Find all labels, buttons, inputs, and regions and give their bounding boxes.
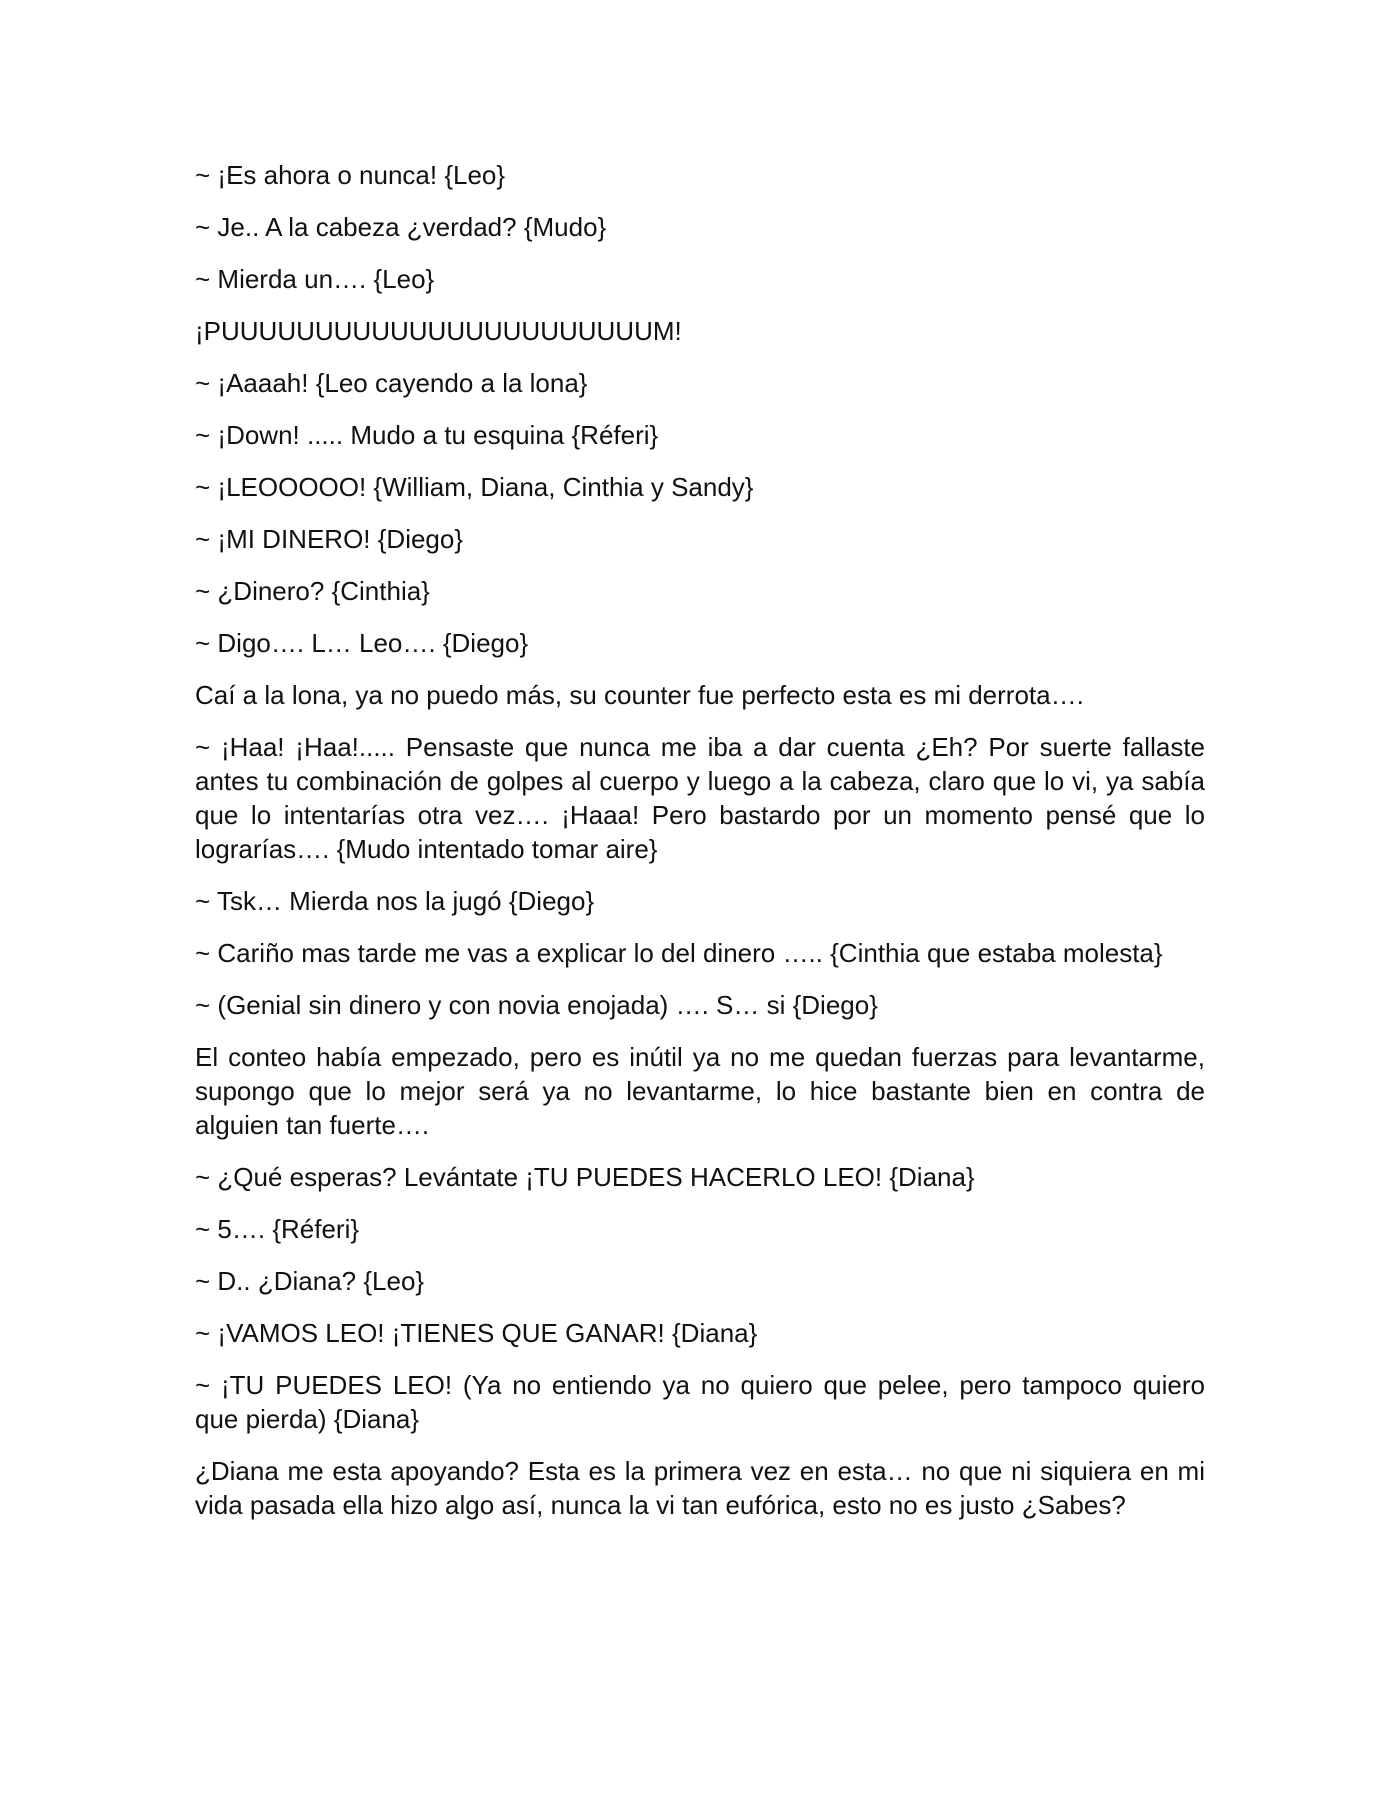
dialogue-line: ~ ¡VAMOS LEO! ¡TIENES QUE GANAR! {Diana}: [195, 1318, 758, 1348]
dialogue-line: ~ (Genial sin dinero y con novia enojada) …. S… si {Diego}: [195, 990, 878, 1020]
sound-effect-line: ¡PUUUUUUUUUUUUUUUUUUUUUUUM!: [195, 316, 682, 346]
document-page: [195, 158, 1205, 1540]
narration-paragraph: Caí a la lona, ya no puedo más, su counter fue perfecto esta es mi derrota….: [195, 680, 1084, 710]
dialogue-line: ~ ¡LEOOOOO! {William, Diana, Cinthia y Sandy}: [195, 472, 754, 502]
dialogue-line: ~ ¡Aaaah! {Leo cayendo a la lona}: [195, 368, 588, 398]
narration-paragraph: El conteo había empezado, pero es inútil ya no me quedan fuerzas para levantarme, supongo que lo mejor será ya no levantarme, lo hice bastante bien en contra de alguien tan fuerte….: [195, 1042, 1205, 1140]
dialogue-line: ~ ¿Dinero? {Cinthia}: [195, 576, 430, 606]
dialogue-line: ~ Digo…. L… Leo…. {Diego}: [195, 628, 529, 658]
dialogue-line: ~ ¿Qué esperas? Levántate ¡TU PUEDES HACERLO LEO! {Diana}: [195, 1162, 975, 1192]
dialogue-line: ~ ¡Down! ..... Mudo a tu esquina {Réferi}: [195, 420, 659, 450]
narration-paragraph: ¿Diana me esta apoyando? Esta es la primera vez en esta… no que ni siquiera en mi vida pasada ella hizo algo así, nunca la vi tan eufórica, esto no es justo ¿Sabes?: [195, 1456, 1205, 1520]
dialogue-line: ~ ¡Haa! ¡Haa!..... Pensaste que nunca me iba a dar cuenta ¿Eh? Por suerte fallaste antes tu combinación de golpes al cuerpo y luego a la cabeza, claro que lo vi, ya sabía que lo intentarías otra vez…. ¡Haaa! Pero bastardo por un momento pensé que lo lograrías…. {Mudo intentado tomar aire}: [195, 732, 1205, 864]
dialogue-line: ~ Mierda un…. {Leo}: [195, 264, 435, 294]
dialogue-line: ~ Tsk… Mierda nos la jugó {Diego}: [195, 886, 595, 916]
dialogue-line: ~ 5…. {Réferi}: [195, 1214, 360, 1244]
dialogue-line: ~ ¡Es ahora o nunca! {Leo}: [195, 160, 506, 190]
dialogue-line: ~ ¡MI DINERO! {Diego}: [195, 524, 464, 554]
dialogue-line: ~ D.. ¿Diana? {Leo}: [195, 1266, 425, 1296]
dialogue-line: ~ ¡TU PUEDES LEO! (Ya no entiendo ya no quiero que pelee, pero tampoco quiero que pierda) {Diana}: [195, 1370, 1205, 1434]
dialogue-line: ~ Je.. A la cabeza ¿verdad? {Mudo}: [195, 212, 607, 242]
dialogue-line: ~ Cariño mas tarde me vas a explicar lo del dinero ….. {Cinthia que estaba molesta}: [195, 938, 1163, 968]
